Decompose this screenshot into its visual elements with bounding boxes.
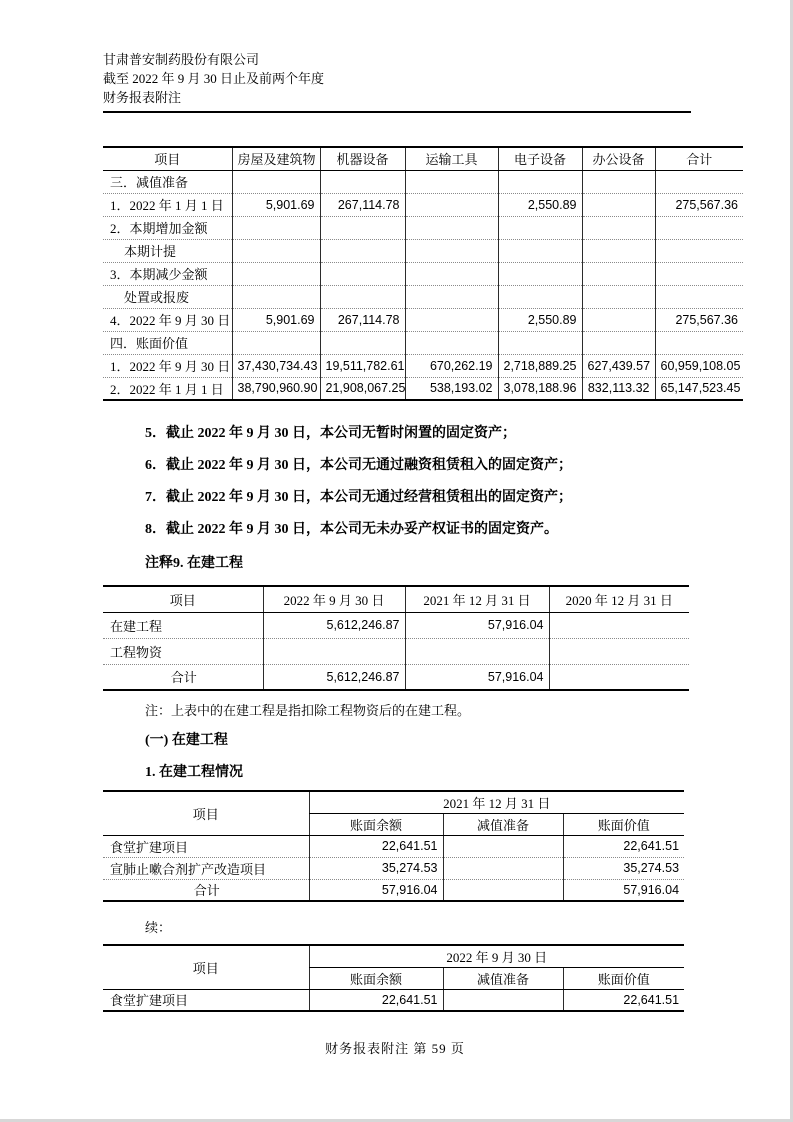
value-cell: 22,641.51 [563, 835, 684, 857]
item-column-header: 项目 [103, 791, 309, 835]
value-cell [549, 664, 689, 690]
value-cell [498, 216, 582, 239]
table-row [103, 262, 743, 285]
value-cell [498, 285, 582, 308]
table-row [103, 857, 684, 879]
row-label: 1．2022 年 9 月 30 日 [103, 354, 232, 377]
column-header: 项目 [103, 147, 232, 170]
row-label: 宣肺止嗽合剂扩产改造项目 [103, 857, 309, 879]
value-cell: 2,550.89 [498, 193, 582, 216]
column-header: 电子设备 [498, 147, 582, 170]
value-cell [232, 331, 320, 354]
value-cell [498, 239, 582, 262]
table-row [103, 193, 743, 216]
reporting-period: 截至 2022 年 9 月 30 日止及前两个年度 [103, 71, 325, 86]
value-cell [405, 285, 498, 308]
value-cell [405, 216, 498, 239]
cip-table-note: 注：上表中的在建工程是指扣除工程物资后的在建工程。 [145, 703, 471, 718]
row-label: 处置或报废 [103, 285, 232, 308]
value-cell: 670,262.19 [405, 354, 498, 377]
value-cell [443, 835, 563, 857]
value-cell [655, 331, 743, 354]
table-row [103, 216, 743, 239]
row-label: 工程物资 [103, 638, 263, 664]
note-paragraph-8: 8．截止 2022 年 9 月 30 日，本公司无未办妥产权证书的固定资产。 [145, 522, 558, 537]
value-cell [320, 285, 405, 308]
value-cell: 2,718,889.25 [498, 354, 582, 377]
value-cell [582, 262, 655, 285]
value-cell [320, 331, 405, 354]
row-label: 食堂扩建项目 [110, 839, 189, 855]
row-label: 3．本期减少金额 [103, 262, 232, 285]
document-title: 财务报表附注 [103, 90, 182, 105]
value-cell [582, 331, 655, 354]
header-row [103, 586, 689, 612]
value-cell [405, 331, 498, 354]
value-cell: 35,274.53 [309, 857, 443, 879]
value-cell [443, 989, 563, 1011]
cip-detail-2021-table [103, 790, 684, 902]
cip-detail-2022-table [103, 944, 684, 1012]
column-header: 减值准备 [443, 967, 563, 989]
value-cell [655, 239, 743, 262]
sub-heading-cip-status: 1. 在建工程情况 [145, 765, 243, 780]
column-header: 账面余额 [309, 967, 443, 989]
value-cell [582, 170, 655, 193]
value-cell: 57,916.04 [563, 879, 684, 901]
column-header: 办公设备 [582, 147, 655, 170]
table-row [103, 664, 689, 690]
value-cell [582, 239, 655, 262]
value-cell [232, 216, 320, 239]
row-label: 4．2022 年 9 月 30 日 [103, 308, 232, 331]
column-header: 账面价值 [563, 967, 684, 989]
column-header: 项目 [103, 586, 263, 612]
value-cell: 275,567.36 [655, 308, 743, 331]
column-header: 运输工具 [405, 147, 498, 170]
table-row [103, 308, 743, 331]
value-cell [498, 262, 582, 285]
value-cell [582, 285, 655, 308]
value-cell: 2,550.89 [498, 308, 582, 331]
sub-heading-cip: (一) 在建工程 [145, 733, 228, 748]
value-cell: 267,114.78 [320, 193, 405, 216]
value-cell [498, 170, 582, 193]
column-header: 2021 年 12 月 31 日 [405, 586, 549, 612]
value-cell: 5,901.69 [232, 308, 320, 331]
column-header: 减值准备 [443, 813, 563, 835]
value-cell [549, 638, 689, 664]
column-header: 2022 年 9 月 30 日 [263, 586, 405, 612]
column-header: 账面余额 [309, 813, 443, 835]
value-cell: 832,113.32 [582, 377, 655, 400]
value-cell [320, 262, 405, 285]
value-cell [320, 170, 405, 193]
value-cell [655, 216, 743, 239]
value-cell: 57,916.04 [309, 879, 443, 901]
value-cell: 35,274.53 [563, 857, 684, 879]
table-row [103, 835, 684, 857]
value-cell [320, 239, 405, 262]
value-cell: 19,511,782.61 [320, 354, 405, 377]
header-row [103, 791, 684, 813]
row-label: 2．本期增加金额 [103, 216, 232, 239]
row-label: 合计 [103, 664, 263, 690]
table-row [103, 612, 689, 638]
column-header: 2020 年 12 月 31 日 [549, 586, 689, 612]
item-column-header: 项目 [103, 945, 309, 989]
value-cell: 275,567.36 [655, 193, 743, 216]
value-cell [405, 239, 498, 262]
value-cell: 5,901.69 [232, 193, 320, 216]
column-header: 账面价值 [563, 813, 684, 835]
row-label: 1．2022 年 1 月 1 日 [103, 193, 232, 216]
row-label: 三．减值准备 [110, 175, 189, 190]
note-paragraph-7: 7．截止 2022 年 9 月 30 日，本公司无通过经营租赁租出的固定资产； [145, 490, 572, 505]
header-row [103, 945, 684, 967]
value-cell [232, 262, 320, 285]
section-heading-note9: 注释9. 在建工程 [145, 556, 243, 571]
value-cell [498, 331, 582, 354]
table-row [103, 638, 689, 664]
page-footer: 财务报表附注 第 59 页 [325, 1041, 465, 1056]
value-cell [443, 857, 563, 879]
table-row [103, 331, 743, 354]
row-label: 食堂扩建项目 [110, 993, 189, 1009]
column-header: 机器设备 [320, 147, 405, 170]
table-row [103, 879, 684, 901]
value-cell: 60,959,108.05 [655, 354, 743, 377]
table-row [103, 285, 743, 308]
value-cell: 5,612,246.87 [263, 612, 405, 638]
value-cell [232, 170, 320, 193]
note-paragraph-5: 5．截止 2022 年 9 月 30 日，本公司无暂时闲置的固定资产； [145, 426, 516, 441]
period-column-header: 2021 年 12 月 31 日 [309, 791, 684, 813]
value-cell: 37,430,734.43 [232, 354, 320, 377]
value-cell: 65,147,523.45 [655, 377, 743, 400]
row-label: 四．账面价值 [103, 331, 232, 354]
value-cell [549, 612, 689, 638]
continued-label: 续： [145, 920, 172, 935]
value-cell [320, 216, 405, 239]
value-cell [443, 879, 563, 901]
row-label: 2．2022 年 1 月 1 日 [103, 377, 232, 400]
table-row [103, 170, 743, 193]
value-cell: 57,916.04 [405, 664, 549, 690]
value-cell: 22,641.51 [309, 835, 443, 857]
column-header: 合计 [655, 147, 743, 170]
value-cell [405, 193, 498, 216]
value-cell [655, 262, 743, 285]
document-header [103, 50, 324, 107]
value-cell: 538,193.02 [405, 377, 498, 400]
value-cell: 38,790,960.90 [232, 377, 320, 400]
value-cell [582, 193, 655, 216]
table-row [103, 239, 743, 262]
row-label: 在建工程 [110, 618, 163, 634]
value-cell [655, 285, 743, 308]
value-cell: 22,641.51 [309, 989, 443, 1011]
row-label: 合计 [103, 879, 309, 901]
value-cell [263, 638, 405, 664]
value-cell: 267,114.78 [320, 308, 405, 331]
value-cell: 5,612,246.87 [263, 664, 405, 690]
value-cell [582, 216, 655, 239]
value-cell: 21,908,067.25 [320, 377, 405, 400]
column-header: 房屋及建筑物 [232, 147, 320, 170]
value-cell [232, 285, 320, 308]
value-cell: 22,641.51 [563, 989, 684, 1011]
value-cell [405, 638, 549, 664]
table-row [103, 354, 743, 377]
value-cell: 627,439.57 [582, 354, 655, 377]
note-paragraph-6: 6．截止 2022 年 9 月 30 日，本公司无通过融资租赁租入的固定资产； [145, 458, 572, 473]
header-row [103, 147, 743, 170]
value-cell [582, 308, 655, 331]
period-column-header: 2022 年 9 月 30 日 [309, 945, 684, 967]
value-cell [405, 308, 498, 331]
header-rule [103, 111, 691, 113]
fixed-assets-impairment-table [103, 146, 743, 401]
value-cell: 3,078,188.96 [498, 377, 582, 400]
value-cell [405, 262, 498, 285]
value-cell [405, 170, 498, 193]
table-row [103, 377, 743, 400]
value-cell [655, 170, 743, 193]
company-name: 甘肃普安制药股份有限公司 [103, 52, 260, 67]
row-label: 本期计提 [103, 239, 232, 262]
value-cell: 57,916.04 [405, 612, 549, 638]
cip-summary-table [103, 585, 689, 691]
value-cell [232, 239, 320, 262]
table-row [103, 989, 684, 1011]
